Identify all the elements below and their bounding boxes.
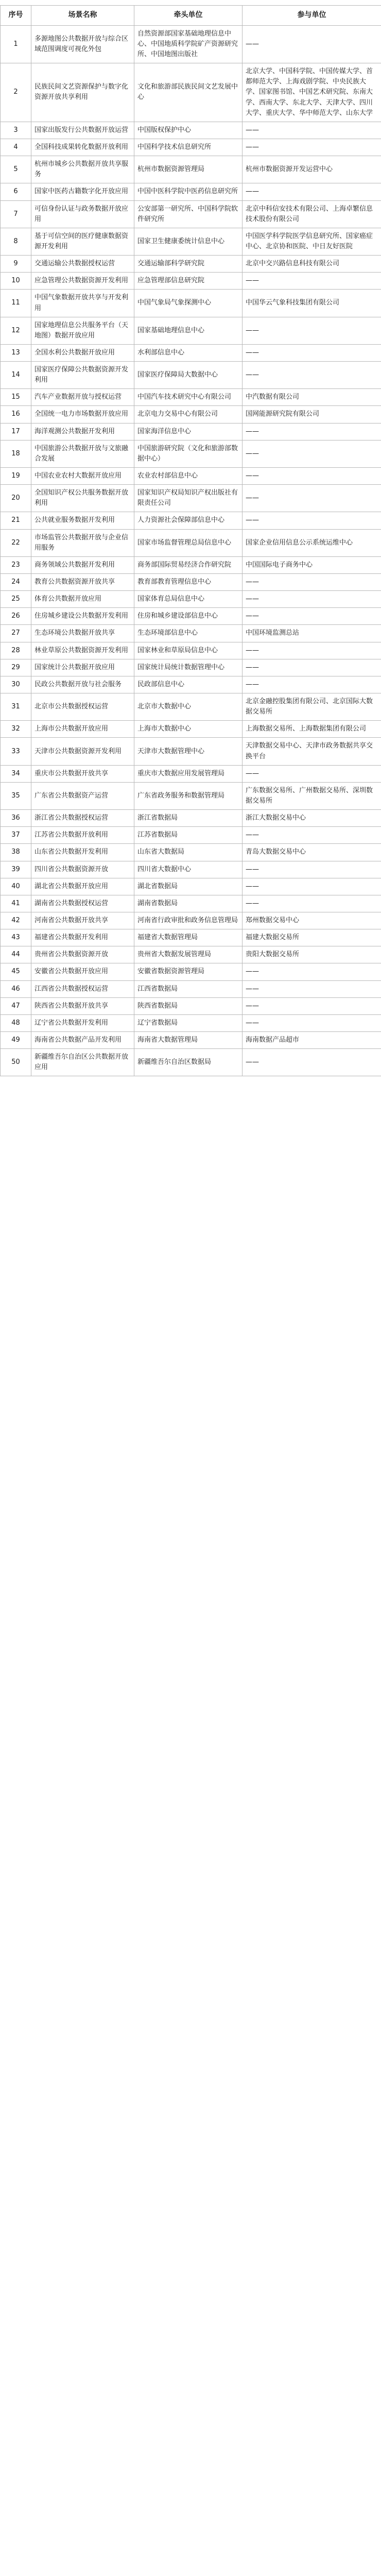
lead-unit-cell: 国家统计局统计数据管理中心 bbox=[134, 659, 243, 676]
table-row bbox=[1, 591, 381, 608]
row-number: 46 bbox=[1, 980, 31, 997]
lead-unit-cell: 福建省大数据管理局 bbox=[134, 929, 243, 946]
table-row bbox=[1, 512, 381, 529]
participant-units-cell: 杭州市数据资源开发运营中心 bbox=[243, 156, 381, 183]
participant-units-cell: —— bbox=[243, 183, 381, 200]
lead-unit-cell: 民政部信息中心 bbox=[134, 676, 243, 693]
scene-name-cell: 四川省公共数据资源开放 bbox=[31, 861, 134, 878]
table-row bbox=[1, 738, 381, 765]
lead-unit-cell: 杭州市数据资源管理局 bbox=[134, 156, 243, 183]
row-number: 49 bbox=[1, 1031, 31, 1048]
lead-unit-cell: 天津市大数据管理中心 bbox=[134, 738, 243, 765]
lead-unit-cell: 文化和旅游部民族民间文艺发展中心 bbox=[134, 63, 243, 122]
participant-units-cell: 上海数据交易所、上海数据集团有限公司 bbox=[243, 721, 381, 738]
row-number: 26 bbox=[1, 608, 31, 625]
lead-unit-cell: 自然资源部国家基础地理信息中心、中国地质科学院矿产资源研究所、中国地图出版社 bbox=[134, 25, 243, 63]
lead-unit-cell: 贵州省大数据发展管理局 bbox=[134, 946, 243, 963]
row-number: 25 bbox=[1, 591, 31, 608]
table-row bbox=[1, 676, 381, 693]
participant-units-cell: —— bbox=[243, 765, 381, 782]
participant-units-cell: —— bbox=[243, 344, 381, 361]
row-number: 5 bbox=[1, 156, 31, 183]
participant-units-cell: 北京中交兴路信息科技有限公司 bbox=[243, 256, 381, 273]
row-number: 28 bbox=[1, 642, 31, 659]
table-row bbox=[1, 556, 381, 573]
participant-units-cell: 浙江大数据交易中心 bbox=[243, 810, 381, 827]
lead-unit-cell: 陕西省数据局 bbox=[134, 997, 243, 1014]
participant-units-cell: 国网能源研究院有限公司 bbox=[243, 406, 381, 423]
lead-unit-cell: 河南省行政审批和政务信息管理局 bbox=[134, 912, 243, 929]
table-row bbox=[1, 228, 381, 255]
scene-name-cell: 基于可信空间的医疗健康数据资源开发利用 bbox=[31, 228, 134, 255]
table-row bbox=[1, 156, 381, 183]
participant-units-cell: —— bbox=[243, 440, 381, 467]
lead-unit-cell: 国家医疗保障局大数据中心 bbox=[134, 362, 243, 389]
scene-name-cell: 海南省公共数据产品开发利用 bbox=[31, 1031, 134, 1048]
row-number: 48 bbox=[1, 1014, 31, 1031]
header-no: 序号 bbox=[1, 6, 31, 26]
table-row bbox=[1, 810, 381, 827]
participant-units-cell: 福建大数据交易所 bbox=[243, 929, 381, 946]
lead-unit-cell: 中国旅游研究院（文化和旅游部数据中心） bbox=[134, 440, 243, 467]
participant-units-cell: 中国华云气象科技集团有限公司 bbox=[243, 290, 381, 317]
row-number: 27 bbox=[1, 625, 31, 642]
table-row bbox=[1, 1014, 381, 1031]
row-number: 31 bbox=[1, 693, 31, 721]
scene-name-cell: 全国知识产权公共服务数据开放利用 bbox=[31, 485, 134, 512]
table-row bbox=[1, 574, 381, 591]
scene-name-cell: 安徽省公共数据开放应用 bbox=[31, 963, 134, 980]
participant-units-cell: 北京中科信安技术有限公司、上海卓繁信息技术股份有限公司 bbox=[243, 200, 381, 228]
lead-unit-cell: 教育部教育管理信息中心 bbox=[134, 574, 243, 591]
scene-name-cell: 公共就业服务数据开发利用 bbox=[31, 512, 134, 529]
scene-name-cell: 国家中医药古籍数字化开放应用 bbox=[31, 183, 134, 200]
participant-units-cell: 中国医学科学院医学信息研究所、国家癌症中心、北京协和医院、中日友好医院 bbox=[243, 228, 381, 255]
header-scene: 场景名称 bbox=[31, 6, 134, 26]
lead-unit-cell: 人力资源社会保障部信息中心 bbox=[134, 512, 243, 529]
scene-name-cell: 浙江省公共数据授权运营 bbox=[31, 810, 134, 827]
lead-unit-cell: 上海市大数据中心 bbox=[134, 721, 243, 738]
lead-unit-cell: 重庆市大数据应用发展管理局 bbox=[134, 765, 243, 782]
table-row bbox=[1, 273, 381, 290]
row-number: 30 bbox=[1, 676, 31, 693]
scene-name-cell: 湖北省公共数据开放应用 bbox=[31, 878, 134, 895]
row-number: 50 bbox=[1, 1049, 31, 1076]
lead-unit-cell: 安徽省数据资源管理局 bbox=[134, 963, 243, 980]
lead-unit-cell: 湖南省数据局 bbox=[134, 895, 243, 912]
participant-units-cell: 中国环境监测总站 bbox=[243, 625, 381, 642]
participant-units-cell: —— bbox=[243, 676, 381, 693]
lead-unit-cell: 交通运输部科学研究院 bbox=[134, 256, 243, 273]
participant-units-cell: —— bbox=[243, 963, 381, 980]
table-row bbox=[1, 183, 381, 200]
lead-unit-cell: 江西省数据局 bbox=[134, 980, 243, 997]
row-number: 47 bbox=[1, 997, 31, 1014]
table-row bbox=[1, 895, 381, 912]
participant-units-cell: —— bbox=[243, 591, 381, 608]
table-row bbox=[1, 946, 381, 963]
scene-name-cell: 湖南省公共数据授权运营 bbox=[31, 895, 134, 912]
lead-unit-cell: 国家市场监督管理总局信息中心 bbox=[134, 529, 243, 556]
row-number: 16 bbox=[1, 406, 31, 423]
participant-units-cell: —— bbox=[243, 878, 381, 895]
table-row bbox=[1, 782, 381, 809]
row-number: 8 bbox=[1, 228, 31, 255]
row-number: 38 bbox=[1, 844, 31, 861]
table-row bbox=[1, 63, 381, 122]
participant-units-cell: 广东数据交易所、广州数据交易所、深圳数据交易所 bbox=[243, 782, 381, 809]
scene-name-cell: 陕西省公共数据开放共享 bbox=[31, 997, 134, 1014]
table-row bbox=[1, 912, 381, 929]
scene-name-cell: 广东省公共数据资产运营 bbox=[31, 782, 134, 809]
participant-units-cell: —— bbox=[243, 468, 381, 485]
row-number: 22 bbox=[1, 529, 31, 556]
table-row bbox=[1, 980, 381, 997]
lead-unit-cell: 生态环境部信息中心 bbox=[134, 625, 243, 642]
scene-name-cell: 重庆市公共数据开放共享 bbox=[31, 765, 134, 782]
row-number: 15 bbox=[1, 389, 31, 406]
table-row bbox=[1, 139, 381, 156]
participant-units-cell: —— bbox=[243, 485, 381, 512]
participant-units-cell: —— bbox=[243, 122, 381, 139]
row-number: 34 bbox=[1, 765, 31, 782]
lead-unit-cell: 北京电力交易中心有限公司 bbox=[134, 406, 243, 423]
table-row bbox=[1, 929, 381, 946]
lead-unit-cell: 商务部国际贸易经济合作研究院 bbox=[134, 556, 243, 573]
table-row bbox=[1, 608, 381, 625]
row-number: 9 bbox=[1, 256, 31, 273]
participant-units-cell: 海南数据产品超市 bbox=[243, 1031, 381, 1048]
row-number: 44 bbox=[1, 946, 31, 963]
lead-unit-cell: 湖北省数据局 bbox=[134, 878, 243, 895]
row-number: 4 bbox=[1, 139, 31, 156]
table-row bbox=[1, 256, 381, 273]
lead-unit-cell: 国家海洋信息中心 bbox=[134, 423, 243, 440]
table-row bbox=[1, 721, 381, 738]
table-row bbox=[1, 765, 381, 782]
lead-unit-cell: 国家知识产权局知识产权出版社有限责任公司 bbox=[134, 485, 243, 512]
participant-units-cell: —— bbox=[243, 895, 381, 912]
scene-name-cell: 中国旅游公共数据开放与文旅融合发展 bbox=[31, 440, 134, 467]
lead-unit-cell: 国家体育总局信息中心 bbox=[134, 591, 243, 608]
header-participants: 参与单位 bbox=[243, 6, 381, 26]
scene-name-cell: 中国气象数据开放共享与开发利用 bbox=[31, 290, 134, 317]
participant-units-cell: —— bbox=[243, 1049, 381, 1076]
scene-name-cell: 商务领域公共数据开发利用 bbox=[31, 556, 134, 573]
participant-units-cell: —— bbox=[243, 827, 381, 844]
lead-unit-cell: 农业农村部信息中心 bbox=[134, 468, 243, 485]
table-row bbox=[1, 1031, 381, 1048]
participant-units-cell: 北京大学、中国科学院、中国传媒大学、首都师范大学、上海戏剧学院、中央民族大学、国家图书馆、中国艺术研究院、东南大学、西南大学、东北大学、天津大学、四川大学、重庆大学、华中师范大学、山东大学 bbox=[243, 63, 381, 122]
row-number: 35 bbox=[1, 782, 31, 809]
participant-units-cell: 贵阳大数据交易所 bbox=[243, 946, 381, 963]
lead-unit-cell: 国家基础地理信息中心 bbox=[134, 317, 243, 344]
scene-name-cell: 福建省公共数据开发利用 bbox=[31, 929, 134, 946]
participant-units-cell: —— bbox=[243, 139, 381, 156]
scene-name-cell: 上海市公共数据开放应用 bbox=[31, 721, 134, 738]
participant-units-cell: —— bbox=[243, 25, 381, 63]
lead-unit-cell: 海南省大数据管理局 bbox=[134, 1031, 243, 1048]
table-row bbox=[1, 389, 381, 406]
row-number: 33 bbox=[1, 738, 31, 765]
table-row bbox=[1, 317, 381, 344]
row-number: 45 bbox=[1, 963, 31, 980]
lead-unit-cell: 中国气象局气象探测中心 bbox=[134, 290, 243, 317]
table-row bbox=[1, 878, 381, 895]
table-row bbox=[1, 423, 381, 440]
row-number: 20 bbox=[1, 485, 31, 512]
scene-name-cell: 全国水利公共数据开放应用 bbox=[31, 344, 134, 361]
lead-unit-cell: 四川省大数据中心 bbox=[134, 861, 243, 878]
lead-unit-cell: 应急管理部信息研究院 bbox=[134, 273, 243, 290]
table-row bbox=[1, 963, 381, 980]
table-row bbox=[1, 290, 381, 317]
row-number: 23 bbox=[1, 556, 31, 573]
scene-name-cell: 生态环境公共数据开放共享 bbox=[31, 625, 134, 642]
scene-name-cell: 中国农业农村大数据开放应用 bbox=[31, 468, 134, 485]
participant-units-cell: 郑州数据交易中心 bbox=[243, 912, 381, 929]
lead-unit-cell: 住房和城乡建设部信息中心 bbox=[134, 608, 243, 625]
participant-units-cell: —— bbox=[243, 997, 381, 1014]
scene-name-cell: 国家统计公共数据开放应用 bbox=[31, 659, 134, 676]
row-number: 21 bbox=[1, 512, 31, 529]
row-number: 19 bbox=[1, 468, 31, 485]
participant-units-cell: —— bbox=[243, 512, 381, 529]
row-number: 13 bbox=[1, 344, 31, 361]
row-number: 11 bbox=[1, 290, 31, 317]
row-number: 32 bbox=[1, 721, 31, 738]
row-number: 29 bbox=[1, 659, 31, 676]
lead-unit-cell: 新疆维吾尔自治区数据局 bbox=[134, 1049, 243, 1076]
participant-units-cell: —— bbox=[243, 980, 381, 997]
table-row bbox=[1, 1049, 381, 1076]
participant-units-cell: 天津数据交易中心、天津市政务数据共享交换平台 bbox=[243, 738, 381, 765]
participant-units-cell: —— bbox=[243, 317, 381, 344]
scene-name-cell: 体育公共数据开放应用 bbox=[31, 591, 134, 608]
lead-unit-cell: 中国中医科学院中医药信息研究所 bbox=[134, 183, 243, 200]
scene-name-cell: 教育公共数据资源开放共享 bbox=[31, 574, 134, 591]
row-number: 10 bbox=[1, 273, 31, 290]
table-row bbox=[1, 997, 381, 1014]
table-row bbox=[1, 25, 381, 63]
scene-name-cell: 多源地图公共数据开放与综合区域范围调度可视化外包 bbox=[31, 25, 134, 63]
scene-name-cell: 河南省公共数据开放共享 bbox=[31, 912, 134, 929]
participant-units-cell: —— bbox=[243, 861, 381, 878]
participant-units-cell: 中汽数据有限公司 bbox=[243, 389, 381, 406]
scene-name-cell: 山东省公共数据开发利用 bbox=[31, 844, 134, 861]
scene-name-cell: 住房城乡建设公共数据开发利用 bbox=[31, 608, 134, 625]
lead-unit-cell: 江苏省数据局 bbox=[134, 827, 243, 844]
scene-name-cell: 国家地理信息公共服务平台（天地图）数据开放应用 bbox=[31, 317, 134, 344]
table-row bbox=[1, 861, 381, 878]
participant-units-cell: 中国国际电子商务中心 bbox=[243, 556, 381, 573]
table-row bbox=[1, 406, 381, 423]
table-body bbox=[1, 25, 381, 1076]
participant-units-cell: —— bbox=[243, 1014, 381, 1031]
table-header-row bbox=[1, 6, 381, 26]
participant-units-cell: —— bbox=[243, 574, 381, 591]
lead-unit-cell: 山东省大数据局 bbox=[134, 844, 243, 861]
document bbox=[0, 0, 381, 1076]
table-row bbox=[1, 440, 381, 467]
participant-units-cell: —— bbox=[243, 362, 381, 389]
table-row bbox=[1, 642, 381, 659]
row-number: 1 bbox=[1, 25, 31, 63]
scene-name-cell: 江西省公共数据授权运营 bbox=[31, 980, 134, 997]
lead-unit-cell: 中国科学技术信息研究所 bbox=[134, 139, 243, 156]
row-number: 12 bbox=[1, 317, 31, 344]
table-row bbox=[1, 529, 381, 556]
lead-unit-cell: 公安部第一研究所、中国科学院软件研究所 bbox=[134, 200, 243, 228]
scene-name-cell: 市场监管公共数据开放与企业信用服务 bbox=[31, 529, 134, 556]
lead-unit-cell: 北京市大数据中心 bbox=[134, 693, 243, 721]
table-row bbox=[1, 468, 381, 485]
participant-units-cell: —— bbox=[243, 642, 381, 659]
scene-name-cell: 辽宁省公共数据开发利用 bbox=[31, 1014, 134, 1031]
row-number: 40 bbox=[1, 878, 31, 895]
row-number: 42 bbox=[1, 912, 31, 929]
scene-name-cell: 林业草原公共数据资源开发利用 bbox=[31, 642, 134, 659]
row-number: 17 bbox=[1, 423, 31, 440]
row-number: 37 bbox=[1, 827, 31, 844]
scene-name-cell: 交通运输公共数据授权运营 bbox=[31, 256, 134, 273]
table-row bbox=[1, 200, 381, 228]
scene-name-cell: 北京市公共数据授权运营 bbox=[31, 693, 134, 721]
row-number: 14 bbox=[1, 362, 31, 389]
lead-unit-cell: 水利部信息中心 bbox=[134, 344, 243, 361]
scene-name-cell: 可信身份认证与政务数据开放应用 bbox=[31, 200, 134, 228]
participant-units-cell: —— bbox=[243, 273, 381, 290]
scene-name-cell: 全国统一电力市场数据开放应用 bbox=[31, 406, 134, 423]
scene-name-cell: 贵州省公共数据资源开放 bbox=[31, 946, 134, 963]
row-number: 7 bbox=[1, 200, 31, 228]
lead-unit-cell: 中国汽车技术研究中心有限公司 bbox=[134, 389, 243, 406]
scene-name-cell: 全国科技成果转化数据开放利用 bbox=[31, 139, 134, 156]
scene-name-cell: 天津市公共数据资源开发利用 bbox=[31, 738, 134, 765]
scene-name-cell: 国家出版发行公共数据开放运营 bbox=[31, 122, 134, 139]
lead-unit-cell: 国家林业和草原局信息中心 bbox=[134, 642, 243, 659]
scene-table bbox=[0, 5, 381, 1076]
table-row bbox=[1, 827, 381, 844]
table-row bbox=[1, 659, 381, 676]
lead-unit-cell: 浙江省数据局 bbox=[134, 810, 243, 827]
row-number: 39 bbox=[1, 861, 31, 878]
participant-units-cell: 青岛大数据交易中心 bbox=[243, 844, 381, 861]
row-number: 6 bbox=[1, 183, 31, 200]
scene-name-cell: 汽车产业数据开放与授权运营 bbox=[31, 389, 134, 406]
row-number: 41 bbox=[1, 895, 31, 912]
participant-units-cell: 北京金融控股集团有限公司、北京国际大数据交易所 bbox=[243, 693, 381, 721]
participant-units-cell: —— bbox=[243, 608, 381, 625]
lead-unit-cell: 辽宁省数据局 bbox=[134, 1014, 243, 1031]
row-number: 3 bbox=[1, 122, 31, 139]
lead-unit-cell: 国家卫生健康委统计信息中心 bbox=[134, 228, 243, 255]
table-row bbox=[1, 362, 381, 389]
participant-units-cell: —— bbox=[243, 659, 381, 676]
scene-name-cell: 新疆维吾尔自治区公共数据开放应用 bbox=[31, 1049, 134, 1076]
scene-name-cell: 国家医疗保障公共数据资源开发利用 bbox=[31, 362, 134, 389]
row-number: 36 bbox=[1, 810, 31, 827]
participant-units-cell: 国家企业信用信息公示系统运维中心 bbox=[243, 529, 381, 556]
table-row bbox=[1, 693, 381, 721]
header-lead: 牵头单位 bbox=[134, 6, 243, 26]
table-row bbox=[1, 122, 381, 139]
scene-name-cell: 杭州市城乡公共数据开放共享服务 bbox=[31, 156, 134, 183]
row-number: 2 bbox=[1, 63, 31, 122]
scene-name-cell: 民政公共数据开放与社会服务 bbox=[31, 676, 134, 693]
scene-name-cell: 应急管理公共数据资源开发利用 bbox=[31, 273, 134, 290]
lead-unit-cell: 广东省政务服务和数据管理局 bbox=[134, 782, 243, 809]
participant-units-cell: —— bbox=[243, 423, 381, 440]
table-row bbox=[1, 344, 381, 361]
row-number: 43 bbox=[1, 929, 31, 946]
table-row bbox=[1, 625, 381, 642]
scene-name-cell: 海洋观测公共数据开发利用 bbox=[31, 423, 134, 440]
lead-unit-cell: 中国版权保护中心 bbox=[134, 122, 243, 139]
row-number: 18 bbox=[1, 440, 31, 467]
table-row bbox=[1, 844, 381, 861]
scene-name-cell: 民族民间文艺资源保护与数字化资源开放共享利用 bbox=[31, 63, 134, 122]
row-number: 24 bbox=[1, 574, 31, 591]
scene-name-cell: 江苏省公共数据开放利用 bbox=[31, 827, 134, 844]
table-row bbox=[1, 485, 381, 512]
